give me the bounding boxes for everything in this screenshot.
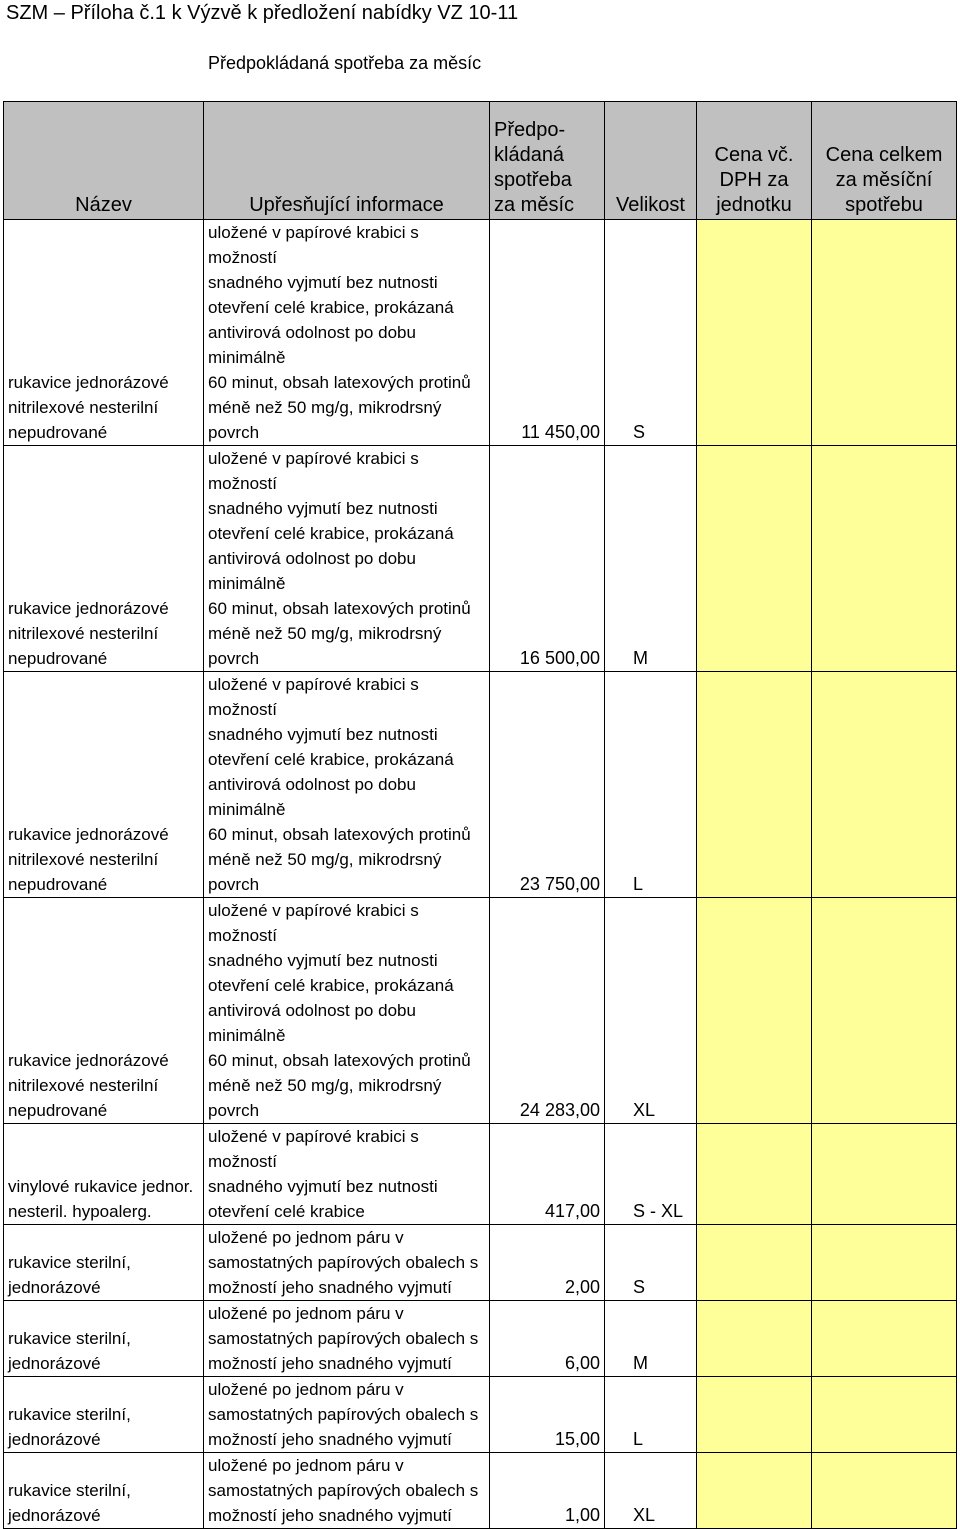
unit-price-input[interactable]	[697, 672, 812, 898]
total-price-input[interactable]	[812, 898, 957, 1124]
table-row	[4, 220, 957, 446]
item-quantity: 23 750,00	[490, 672, 605, 898]
item-name: vinylové rukavice jednor. nesteril. hypoalerg.	[4, 1124, 204, 1225]
column-header-total: Cena celkem za měsíční spotřebu	[812, 102, 957, 220]
item-quantity: 6,00	[490, 1301, 605, 1377]
item-details: uložené po jednom páru v samostatných papírových obalech s možností jeho snadného vyjmutí	[204, 1377, 490, 1453]
unit-price-input[interactable]	[697, 1453, 812, 1529]
total-price-input[interactable]	[812, 220, 957, 446]
total-price-input[interactable]	[812, 1377, 957, 1453]
column-header-size: Velikost	[605, 102, 697, 220]
item-name: rukavice sterilní, jednorázové	[4, 1301, 204, 1377]
item-size: L	[605, 1377, 697, 1453]
item-details: uložené v papírové krabici s možností snadného vyjmutí bez nutnosti otevření celé krabice, prokázaná antivirová odolnost po dobu minimálně 60 minut, obsah latexových protinů méně než 50 mg/g, mikrodrsný povrch	[204, 672, 490, 898]
unit-price-input[interactable]	[697, 898, 812, 1124]
document-subtitle: Předpokládaná spotřeba za měsíc	[208, 53, 482, 73]
item-size: S	[605, 220, 697, 446]
table-row	[4, 672, 957, 898]
item-size: M	[605, 1301, 697, 1377]
item-quantity: 417,00	[490, 1124, 605, 1225]
item-name: rukavice jednorázové nitrilexové nesterilní nepudrované	[4, 898, 204, 1124]
item-quantity: 1,00	[490, 1453, 605, 1529]
item-size: S	[605, 1225, 697, 1301]
table-row	[4, 1377, 957, 1453]
total-price-input[interactable]	[812, 672, 957, 898]
item-size: M	[605, 446, 697, 672]
item-details: uložené v papírové krabici s možností snadného vyjmutí bez nutnosti otevření celé krabice, prokázaná antivirová odolnost po dobu minimálně 60 minut, obsah latexových protinů méně než 50 mg/g, mikrodrsný povrch	[204, 446, 490, 672]
unit-price-input[interactable]	[697, 1225, 812, 1301]
column-header-unit-price: Cena vč. DPH za jednotku	[697, 102, 812, 220]
item-size: XL	[605, 898, 697, 1124]
table-row	[4, 1124, 957, 1225]
total-price-input[interactable]	[812, 446, 957, 672]
item-quantity: 16 500,00	[490, 446, 605, 672]
unit-price-input[interactable]	[697, 1377, 812, 1453]
item-size: L	[605, 672, 697, 898]
item-details: uložené po jednom páru v samostatných papírových obalech s možností jeho snadného vyjmutí	[204, 1301, 490, 1377]
item-size: XL	[605, 1453, 697, 1529]
item-quantity: 15,00	[490, 1377, 605, 1453]
column-header-info: Upřesňující informace	[204, 102, 490, 220]
unit-price-input[interactable]	[697, 1124, 812, 1225]
table-header-row	[4, 102, 957, 220]
document-header: SZM – Příloha č.1 k Výzvě k předložení nabídky VZ 10-11	[6, 2, 519, 24]
item-name: rukavice jednorázové nitrilexové nesterilní nepudrované	[4, 446, 204, 672]
item-details: uložené po jednom páru v samostatných papírových obalech s možností jeho snadného vyjmutí	[204, 1225, 490, 1301]
total-price-input[interactable]	[812, 1453, 957, 1529]
table-body	[4, 220, 957, 1529]
item-size: S - XL	[605, 1124, 697, 1225]
item-name: rukavice jednorázové nitrilexové nesterilní nepudrované	[4, 672, 204, 898]
total-price-input[interactable]	[812, 1124, 957, 1225]
table-row	[4, 898, 957, 1124]
item-details: uložené v papírové krabici s možností snadného vyjmutí bez nutnosti otevření celé krabice, prokázaná antivirová odolnost po dobu minimálně 60 minut, obsah latexových protinů méně než 50 mg/g, mikrodrsný povrch	[204, 220, 490, 446]
item-details: uložené po jednom páru v samostatných papírových obalech s možností jeho snadného vyjmutí	[204, 1453, 490, 1529]
item-name: rukavice sterilní, jednorázové	[4, 1225, 204, 1301]
column-header-quantity: Předpo- kládaná spotřeba za měsíc	[490, 102, 605, 220]
unit-price-input[interactable]	[697, 220, 812, 446]
item-name: rukavice sterilní, jednorázové	[4, 1377, 204, 1453]
item-quantity: 2,00	[490, 1225, 605, 1301]
table-row	[4, 1453, 957, 1529]
item-quantity: 11 450,00	[490, 220, 605, 446]
total-price-input[interactable]	[812, 1225, 957, 1301]
table-row	[4, 1301, 957, 1377]
table-row	[4, 446, 957, 672]
item-name: rukavice jednorázové nitrilexové nesterilní nepudrované	[4, 220, 204, 446]
table-row	[4, 1225, 957, 1301]
item-quantity: 24 283,00	[490, 898, 605, 1124]
unit-price-input[interactable]	[697, 446, 812, 672]
unit-price-input[interactable]	[697, 1301, 812, 1377]
total-price-input[interactable]	[812, 1301, 957, 1377]
consumption-table	[3, 101, 957, 1529]
column-header-name: Název	[4, 102, 204, 220]
item-details: uložené v papírové krabici s možností snadného vyjmutí bez nutnosti otevření celé krabice, prokázaná antivirová odolnost po dobu minimálně 60 minut, obsah latexových protinů méně než 50 mg/g, mikrodrsný povrch	[204, 898, 490, 1124]
item-name: rukavice sterilní, jednorázové	[4, 1453, 204, 1529]
item-details: uložené v papírové krabici s možností snadného vyjmutí bez nutnosti otevření celé krabice	[204, 1124, 490, 1225]
